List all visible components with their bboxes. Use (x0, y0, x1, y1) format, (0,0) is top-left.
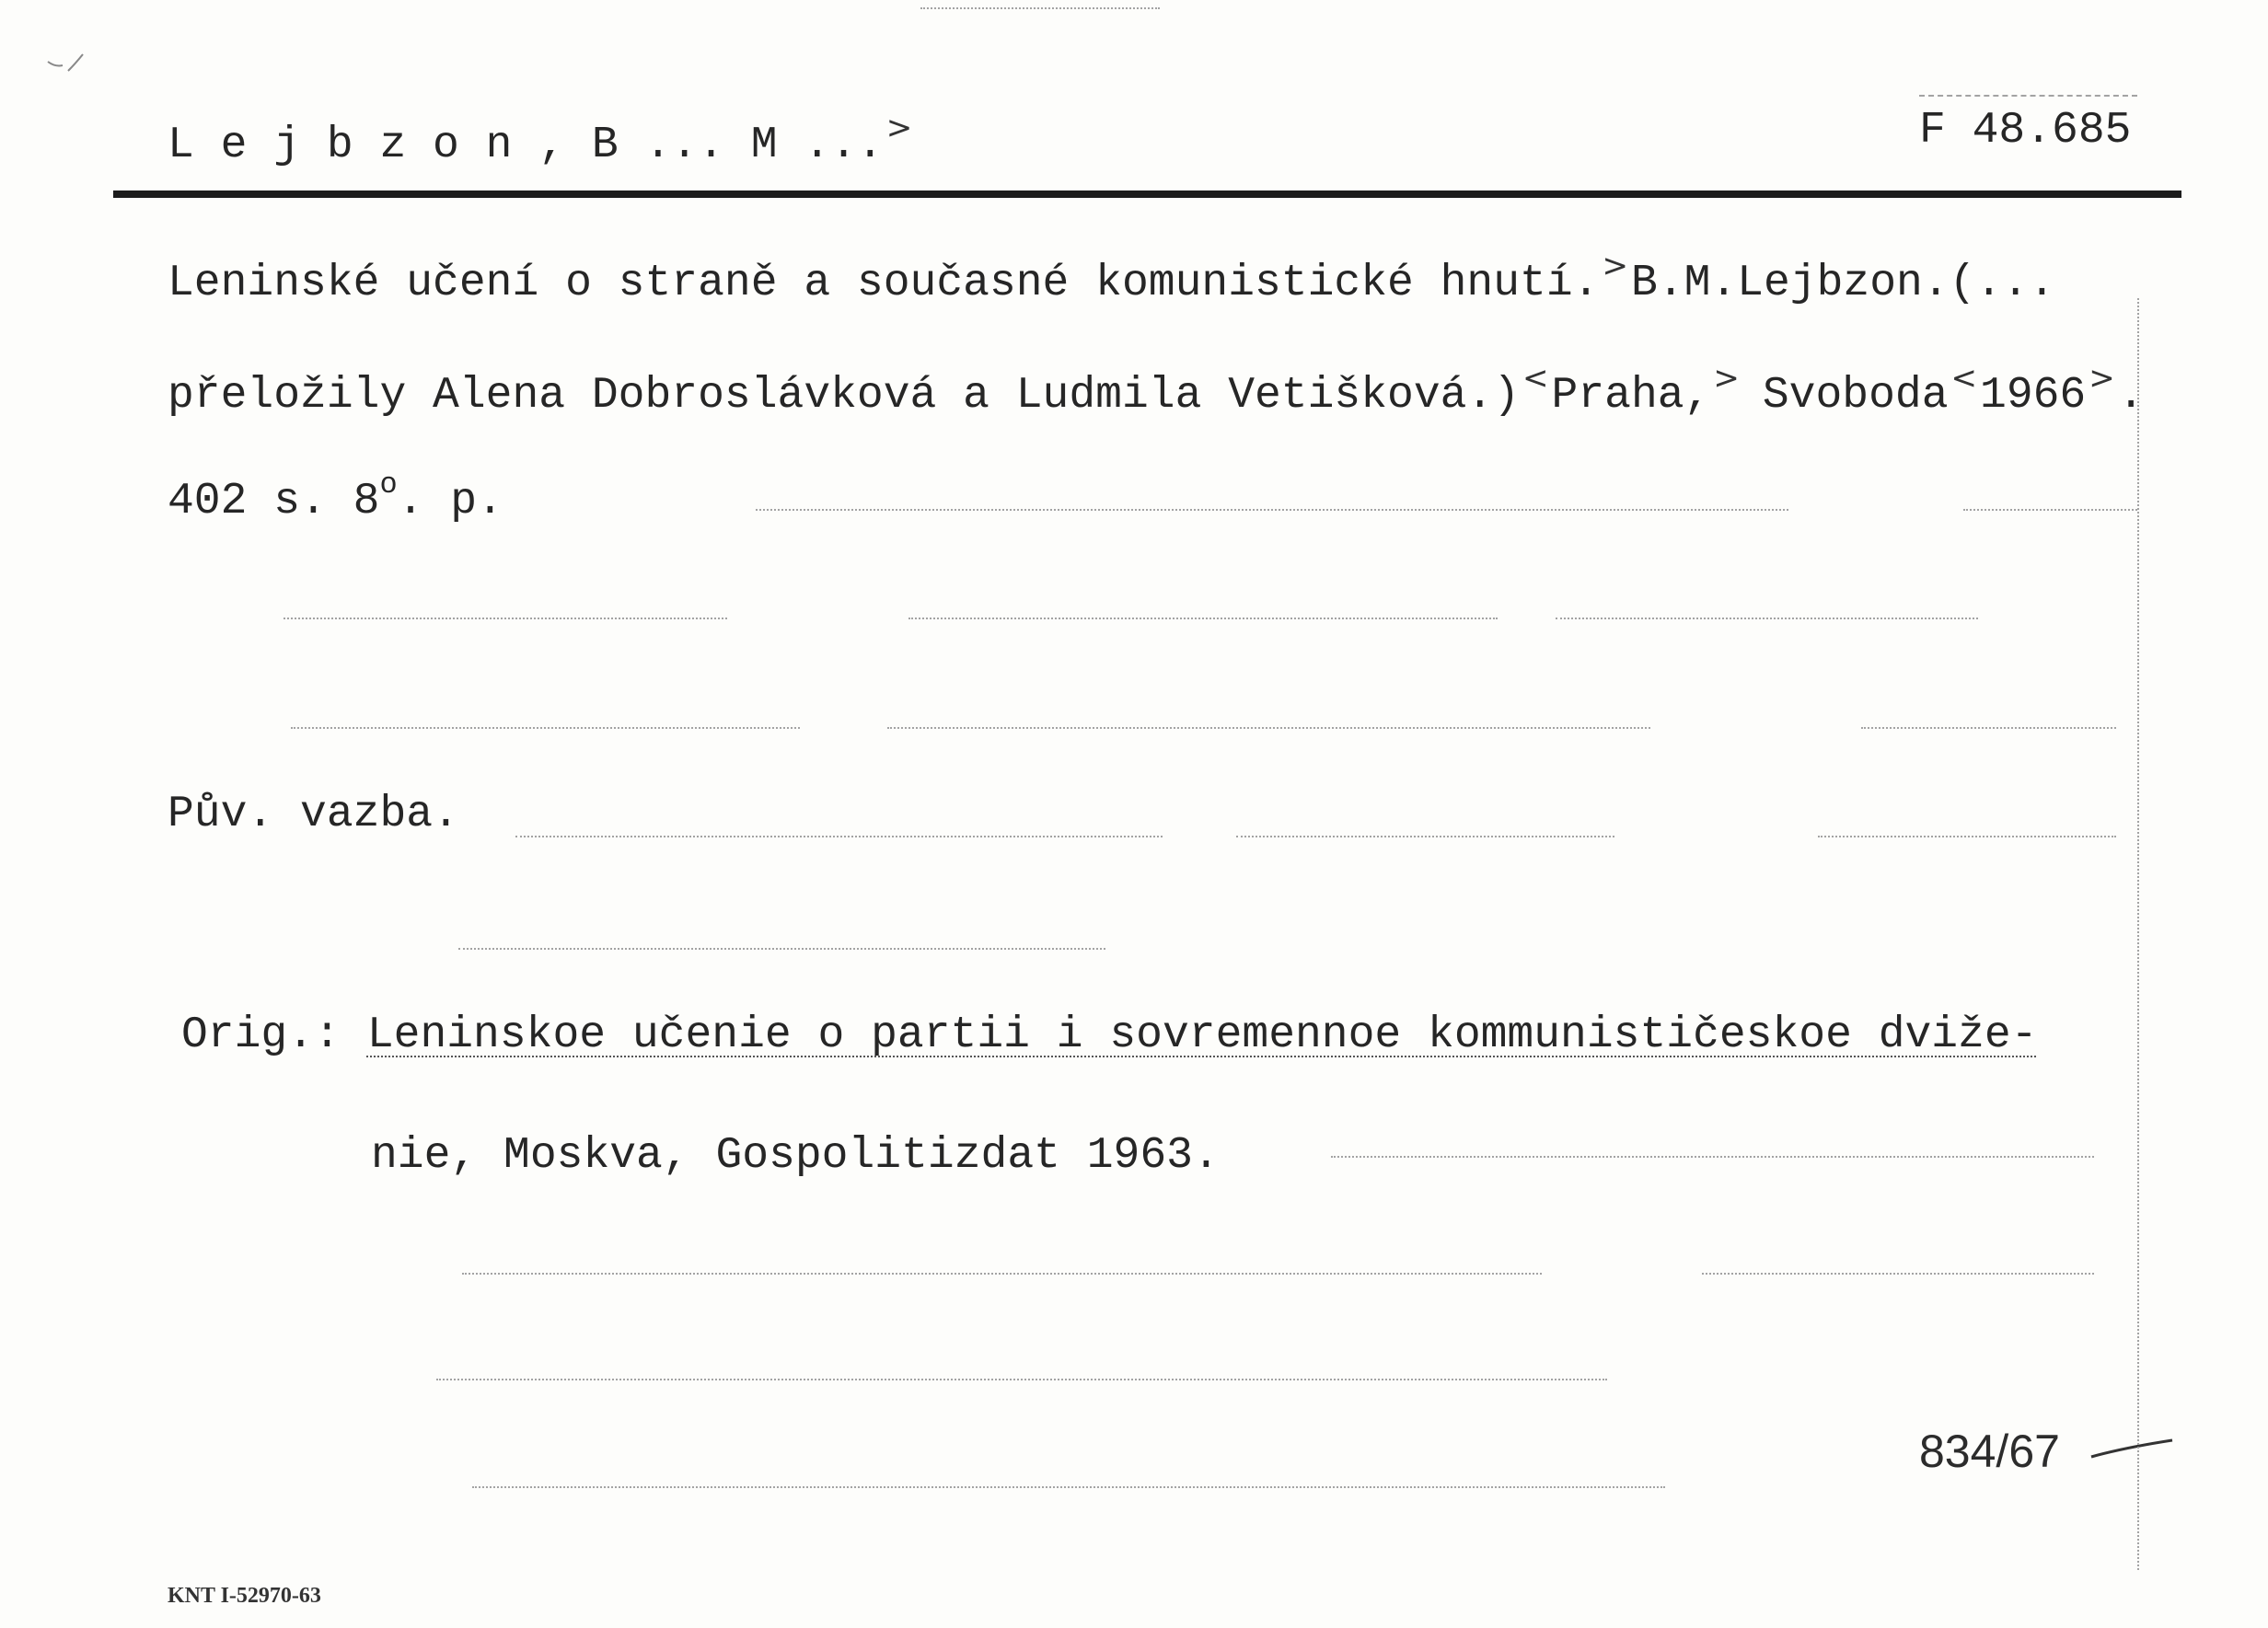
year: 1966 (1980, 371, 2087, 421)
ruled-line (1236, 836, 1614, 837)
ruled-line (1702, 1273, 2094, 1275)
heading-rule (113, 191, 2181, 198)
ruled-line (1861, 727, 2116, 729)
ruled-line (887, 727, 1650, 729)
extent-line (168, 468, 503, 527)
ruled-line (436, 1379, 1607, 1380)
author-heading: L e j b z o n , B ... M ... (168, 121, 884, 170)
ruled-line (462, 1273, 1542, 1275)
pencil-mark (46, 51, 110, 78)
ruled-line (1818, 836, 2116, 837)
ruled-line (515, 836, 1163, 837)
original-label: Orig.: (181, 1010, 341, 1060)
publisher: Svoboda (1762, 371, 1949, 421)
entry-title-line (168, 248, 2055, 308)
ruled-line (291, 727, 800, 729)
margin-line (2137, 298, 2139, 1570)
year-close-mark: > (2089, 360, 2115, 397)
ruled-line (756, 509, 1788, 511)
translators: přeložily Alena Dobroslávková a Ludmila Vetišková.) (168, 371, 1521, 421)
year-open-mark: < (1950, 360, 1978, 397)
card-heading (168, 110, 915, 170)
entry-title: Leninské učení o straně a současné komunistické hnutí. (168, 259, 1600, 308)
ruled-line (284, 618, 727, 619)
ruled-line (1963, 509, 2137, 511)
ruled-line (472, 1486, 1665, 1488)
statement-of-responsibility: B.M.Lejbzon.(... (1630, 259, 2055, 308)
original-imprint-line: nie, Moskva, Gospolitizdat 1963. (371, 1131, 1220, 1181)
ruled-line (920, 7, 1160, 9)
binding-note: Pův. vazba. (168, 790, 459, 839)
original-title-line (181, 1010, 2038, 1060)
accession-number: 834/67 (1919, 1426, 2060, 1477)
format-superscript: o (379, 468, 398, 502)
place-close-mark: > (1713, 360, 1740, 397)
original-title: Leninskoe učenie o partii i sovremennoe kommunističeskoe dviže- (366, 1010, 2038, 1060)
form-number: KNT I-52970-63 (168, 1584, 321, 1608)
call-number: F 48.685 (1919, 106, 2132, 156)
place: Praha, (1551, 371, 1711, 421)
entry-imprint-line (168, 360, 2145, 421)
extent: 402 s. 8 (168, 477, 380, 526)
year-end: . (2117, 371, 2145, 421)
ruled-line (1331, 1156, 2094, 1158)
pen-stroke (2088, 1431, 2180, 1468)
heading-mark: > (885, 110, 913, 146)
title-mark: > (1602, 248, 1628, 284)
ruled-line (908, 618, 1498, 619)
ruled-line (1556, 618, 1978, 619)
call-number-overline (1919, 95, 2137, 97)
extent-end: . p. (397, 477, 503, 526)
ruled-line (458, 948, 1105, 950)
place-open-mark: < (1522, 360, 1549, 397)
